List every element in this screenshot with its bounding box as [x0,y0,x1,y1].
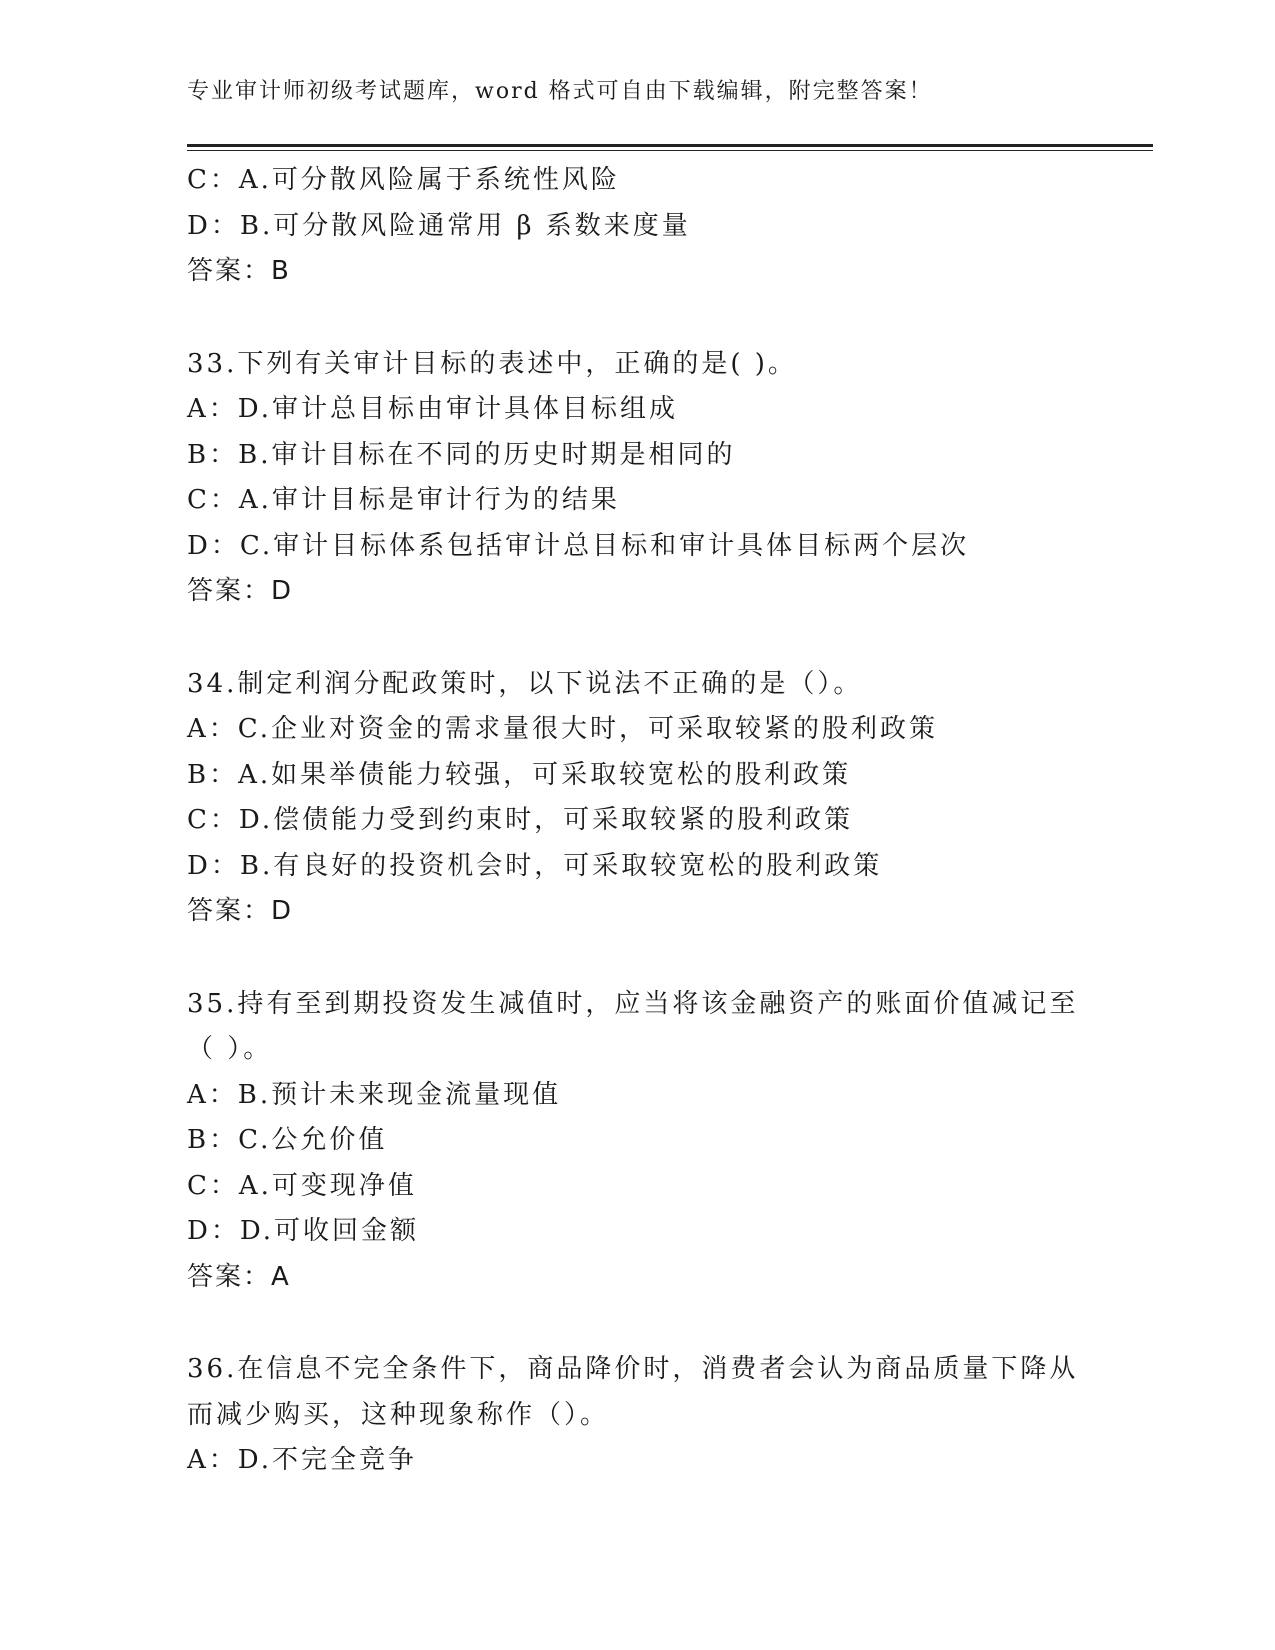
option-line: C：D.偿债能力受到约束时，可采取较紧的股利政策 [187,805,854,835]
question-text-continued: （ ）。 [187,1034,273,1064]
option-line: C：A.可分散风险属于系统性风险 [187,165,620,195]
option-line: C：A.可变现净值 [187,1170,417,1201]
question-block-33 [187,342,1117,615]
question-block-35 [187,982,1117,1301]
block-spacer [187,1300,1117,1347]
block-spacer [187,935,1117,982]
option-line: B：A.如果举债能力较强，可采取较宽松的股利政策 [187,759,852,790]
block-spacer [187,615,1117,662]
answer-line: 答案：D [187,896,294,926]
option-line: C：A.审计目标是审计行为的结果 [187,485,620,515]
question-text-continued: 而减少购买，这种现象称作（）。 [187,1399,610,1430]
question-block-32 [187,158,1117,295]
option-line: A：D.审计总目标由审计具体目标组成 [187,394,678,424]
question-list [187,158,1117,1484]
option-line: D：C.审计目标体系包括审计总目标和审计具体目标两个层次 [187,530,970,561]
question-block-34 [187,662,1117,935]
answer-line: 答案：D [187,576,294,606]
option-line: D：D.可收回金额 [187,1216,420,1246]
question-text: 33.下列有关审计目标的表述中，正确的是( )。 [187,348,797,379]
document-header: 专业审计师初级考试题库，word 格式可自由下载编辑，附完整答案！ [187,79,933,104]
block-spacer [187,295,1117,342]
option-line: B：B.审计目标在不同的历史时期是相同的 [187,439,736,470]
option-line: A：B.预计未来现金流量现值 [187,1079,562,1110]
option-line: D：B.有良好的投资机会时，可采取较宽松的股利政策 [187,850,883,881]
question-text: 34.制定利润分配政策时，以下说法不正确的是（）。 [187,668,863,699]
question-text: 35.持有至到期投资发生减值时，应当将该金融资产的账面价值减记至 [187,988,1079,1019]
option-line: D：B.可分散风险通常用 β 系数来度量 [187,210,691,241]
option-line: A：D.不完全竞争 [187,1445,417,1475]
header-rule-thin [187,150,1153,151]
answer-line: 答案：A [187,1261,291,1292]
option-line: A：C.企业对资金的需求量很大时，可采取较紧的股利政策 [187,714,939,744]
answer-line: 答案：B [187,256,291,286]
question-block-36 [187,1347,1117,1484]
header-rule-thick [187,144,1153,147]
option-line: B：C.公允价值 [187,1125,388,1155]
question-text: 36.在信息不完全条件下，商品降价时，消费者会认为商品质量下降从 [187,1354,1079,1384]
